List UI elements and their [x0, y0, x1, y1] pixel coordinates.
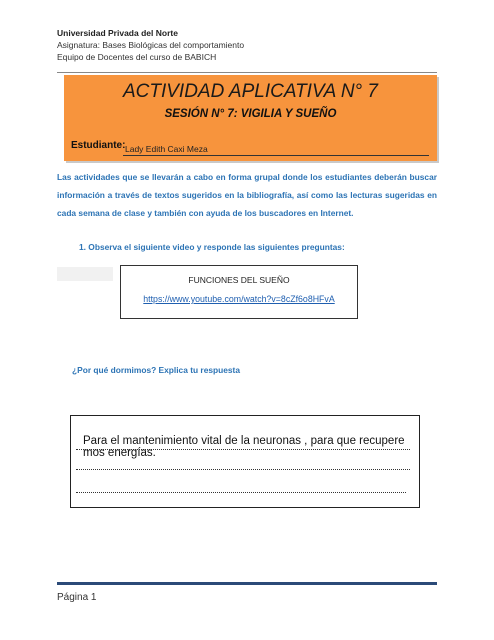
question-1: 1. Observa el siguiente video y responde las siguientes preguntas:	[79, 242, 345, 252]
student-label: Estudiante:	[71, 140, 126, 151]
answer-text[interactable]: Para el mantenimiento vital de la neuronas , para que recupere mos energías.	[83, 435, 405, 459]
footer-divider	[57, 582, 437, 585]
student-underline	[123, 155, 429, 156]
question-2: ¿Por qué dormimos? Explica tu respuesta	[72, 365, 241, 375]
video-box	[120, 265, 358, 319]
activity-banner	[64, 75, 437, 161]
session-subtitle: SESIÓN N° 7: VIGILIA Y SUEÑO	[164, 108, 337, 120]
university-name: Universidad Privada del Norte	[57, 28, 178, 38]
intro-paragraph: Las actividades que se llevarán a cabo en forma grupal donde los estudiantes deberán buscar información a través de textos sugeridos en la bibliografía, así como las lecturas sugeridas en cada semana de clase y también con ayuda de los buscadores en Internet.	[57, 172, 437, 218]
page-number: Página 1	[57, 592, 97, 603]
student-name-field[interactable]: Lady Edith Caxi Meza	[125, 144, 208, 154]
subject-line: Asignatura: Bases Biológicas del comportamiento	[57, 40, 245, 50]
team-line: Equipo de Docentes del curso de BABICH	[57, 52, 217, 62]
answer-box	[70, 415, 420, 508]
header-divider	[57, 72, 437, 73]
video-link[interactable]: https://www.youtube.com/watch?v=8cZf6o8HFvA	[143, 294, 335, 304]
activity-title: ACTIVIDAD APLICATIVA N° 7	[122, 81, 378, 102]
video-title: FUNCIONES DEL SUEÑO	[188, 275, 290, 285]
answer-dotted-line	[76, 492, 406, 493]
placeholder-block	[57, 267, 113, 281]
answer-dotted-line	[76, 469, 410, 470]
